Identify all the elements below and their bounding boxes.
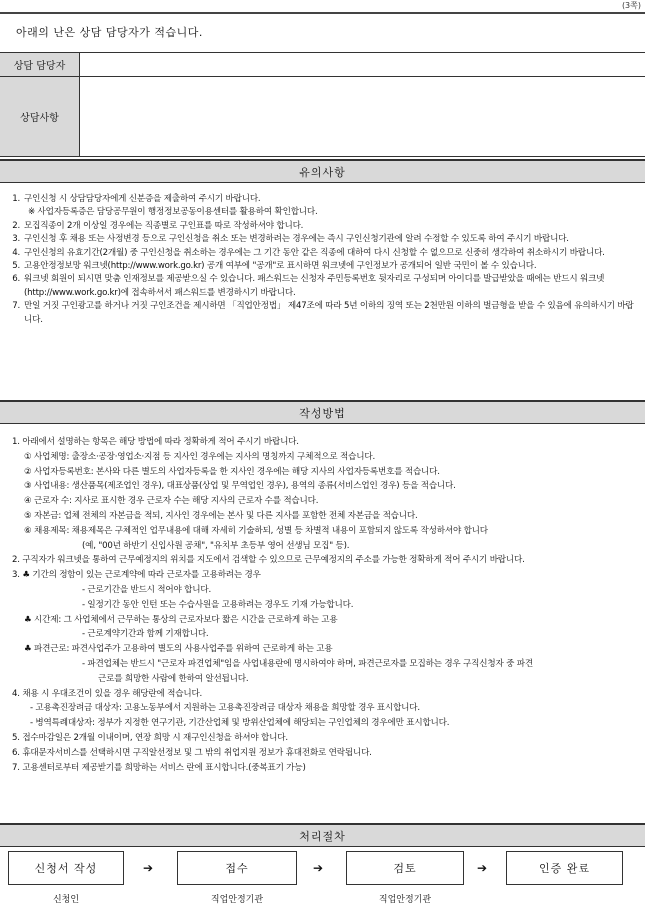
method-line: 5. 접수마감일은 2개월 이내이며, 연장 희망 시 재구인신청을 하셔야 합니다. [12, 732, 288, 743]
method-line: ♣ 시간제: 그 사업체에서 근무하는 통상의 근로자보다 짧은 시간을 근로하게 하는 고용 [24, 614, 338, 625]
method-line: 7. 고용센터로부터 제공받기를 희망하는 서비스 란에 표시합니다.(중복표기 가능) [12, 762, 306, 773]
process-header: 처리절차 [0, 823, 645, 847]
note-item: 1. 구인신청 시 상담담당자에게 신분증을 제출하여 주시기 바랍니다. [12, 194, 261, 204]
intro-text: 아래의 난은 상담 담당자가 적습니다. [16, 26, 203, 39]
process-step-review: 검토 [346, 851, 464, 885]
method-header: 작성방법 [0, 400, 645, 424]
notes-list [8, 193, 640, 327]
note-item: 6. 워크넷 회원이 되시면 맞춤 인재정보를 제공받으실 수 있습니다. 패스워드는 신청자 주민등록번호 뒷자리로 구성되며 아이디를 발급받았을 때에는 반드시 워크넷(http://www.work.go.kr)에 접속하셔서 패스워드를 변경하시기 바랍니다. [12, 274, 605, 298]
note-item: 3. 구인신청 후 채용 또는 사정변경 등으로 구인신청을 취소 또는 변경하려는 경우에는 즉시 구인신청기관에 알려 수정할 수 있도록 하여 주시기 바랍니다. [12, 234, 569, 245]
method-line: ② 사업자등록번호: 본사와 다른 별도의 사업자등록을 한 지사인 경우에는 해당 지사의 사업자등록번호를 적습니다. [24, 466, 440, 477]
note-item: 7. 만일 거짓 구인광고를 하거나 거짓 구인조건을 제시하면 「직업안정법」 제47조에 따라 5년 이하의 징역 또는 2천만원 이하의 벌금형을 받을 수 있음에 유의하시기 바랍니다. [12, 301, 634, 325]
consult-table [0, 52, 645, 157]
note-item: 4. 구인신청의 유효기간(2개월) 중 구인신청을 취소하는 경우에는 그 기간 동안 같은 직종에 대하여 다시 신청할 수 없으므로 신중히 생각하여 취소하시기 바랍니다. [12, 247, 605, 258]
note-item: 5. 고용안정정보망 워크넷(http://www.work.go.kr) 공개 여부에 "공개"로 표시하면 워크넷에 구인정보가 공개되어 일반 국민이 볼 수 있습니다. [12, 261, 537, 272]
method-line: 2. 구직자가 워크넷을 통하여 근무예정지의 위치를 지도에서 검색할 수 있으므로 근무예정지의 주소를 가능한 정확하게 적어 주시기 바랍니다. [12, 555, 525, 566]
method-line: - 근로기간을 반드시 적어야 합니다. [82, 584, 211, 595]
method-line: ③ 사업내용: 생산품목(제조업인 경우), 대표상품(상업 및 무역업인 경우), 용역의 종류(서비스업인 경우) 등을 적습니다. [24, 481, 456, 492]
method-line: 6. 휴대문자서비스를 선택하시면 구직알선정보 및 그 밖의 취업지원 정보가 휴대전화로 연락됩니다. [12, 747, 372, 758]
method-line: 1. 아래에서 설명하는 항목은 해당 방법에 따라 정확하게 적어 주시기 바랍니다. [12, 437, 299, 447]
arrow-right-icon: ➔ [313, 861, 324, 875]
method-line: - 고용촉진장려금 대상자: 고용노동부에서 지원하는 고용촉진장려금 대상자 채용을 희망할 경우 표시합니다. [30, 703, 420, 714]
process-actor-agency: 직업안정기관 [378, 895, 432, 905]
process-step-apply: 신청서 작성 [8, 851, 124, 885]
arrow-right-icon: ➔ [477, 861, 488, 875]
note-item: 2. 모집직종이 2개 이상일 경우에는 직종별로 구인표를 따로 작성하셔야 합니다. [12, 220, 304, 231]
method-line: ⑤ 자본금: 업체 전체의 자본금을 적되, 지사인 경우에는 본사 및 다른 지사를 포함한 전체 자본금을 적습니다. [24, 510, 418, 521]
page-number: (3쪽) [621, 1, 641, 10]
method-line: ① 사업체명: 출장소·공장·영업소·지점 등 지사인 경우에는 지사의 명칭까지 구체적으로 적습니다. [24, 451, 375, 462]
method-line: - 파견업체는 반드시 "근로자 파견업체"임을 사업내용란에 명시하여야 하며, 파견근로자를 모집하는 경우 구직신청자 중 파견 [82, 658, 533, 669]
arrow-right-icon: ➔ [143, 861, 154, 875]
process-actor-agency: 직업안정기관 [210, 895, 264, 905]
consult-staff-label: 상담 담당자 [0, 53, 80, 76]
consult-details-field[interactable] [80, 77, 645, 156]
process-step-receive: 접수 [177, 851, 297, 885]
method-list [12, 435, 638, 775]
method-line: ④ 근로자 수: 지사로 표시한 경우 근로자 수는 해당 지사의 근로자 수를 적습니다. [24, 496, 319, 507]
method-line: - 병역특례대상자: 정부가 지정한 연구기관, 기간산업체 및 방위산업체에 해당되는 구인업체의 경우에만 표시합니다. [30, 718, 450, 729]
method-line: ⑥ 채용제목: 채용제목은 구체적인 업무내용에 대해 자세히 기술하되, 성별 등 차별적 내용이 포함되지 않도록 작성하셔야 합니다 [24, 525, 488, 536]
method-line: - 근로계약기간과 함께 기재합니다. [82, 629, 209, 640]
consult-row-staff [0, 53, 645, 77]
consult-details-label: 상담사항 [0, 77, 80, 156]
consult-row-details [0, 77, 645, 157]
method-line: 4. 채용 시 우대조건이 있을 경우 해당란에 적습니다. [12, 688, 203, 699]
top-rule [0, 12, 645, 14]
method-line: 3. ♣ 기간의 정함이 있는 근로계약에 따라 근로자를 고용하려는 경우 [12, 570, 261, 581]
note-item: ※ 사업자등록증은 담당공무원이 행정정보공동이용센터를 활용하여 확인합니다. [28, 207, 318, 218]
consult-staff-field[interactable] [80, 53, 645, 76]
process-actor-applicant: 신청인 [52, 895, 80, 905]
process-step-complete: 인증 완료 [506, 851, 623, 885]
method-line: (예, "00년 하반기 신입사원 공채", "유치부 초등부 영어 선생님 모집" 등). [82, 540, 350, 551]
method-line: 근로를 희망한 사람에 한하여 알선됩니다. [98, 673, 249, 684]
method-line: ♣ 파견근로: 파견사업주가 고용하여 별도의 사용사업주를 위하여 근로하게 하는 고용 [24, 644, 333, 655]
method-line: - 일정기간 동안 인턴 또는 수습사원을 고용하려는 경우도 기재 가능합니다. [82, 599, 354, 610]
notes-header: 유의사항 [0, 159, 645, 183]
